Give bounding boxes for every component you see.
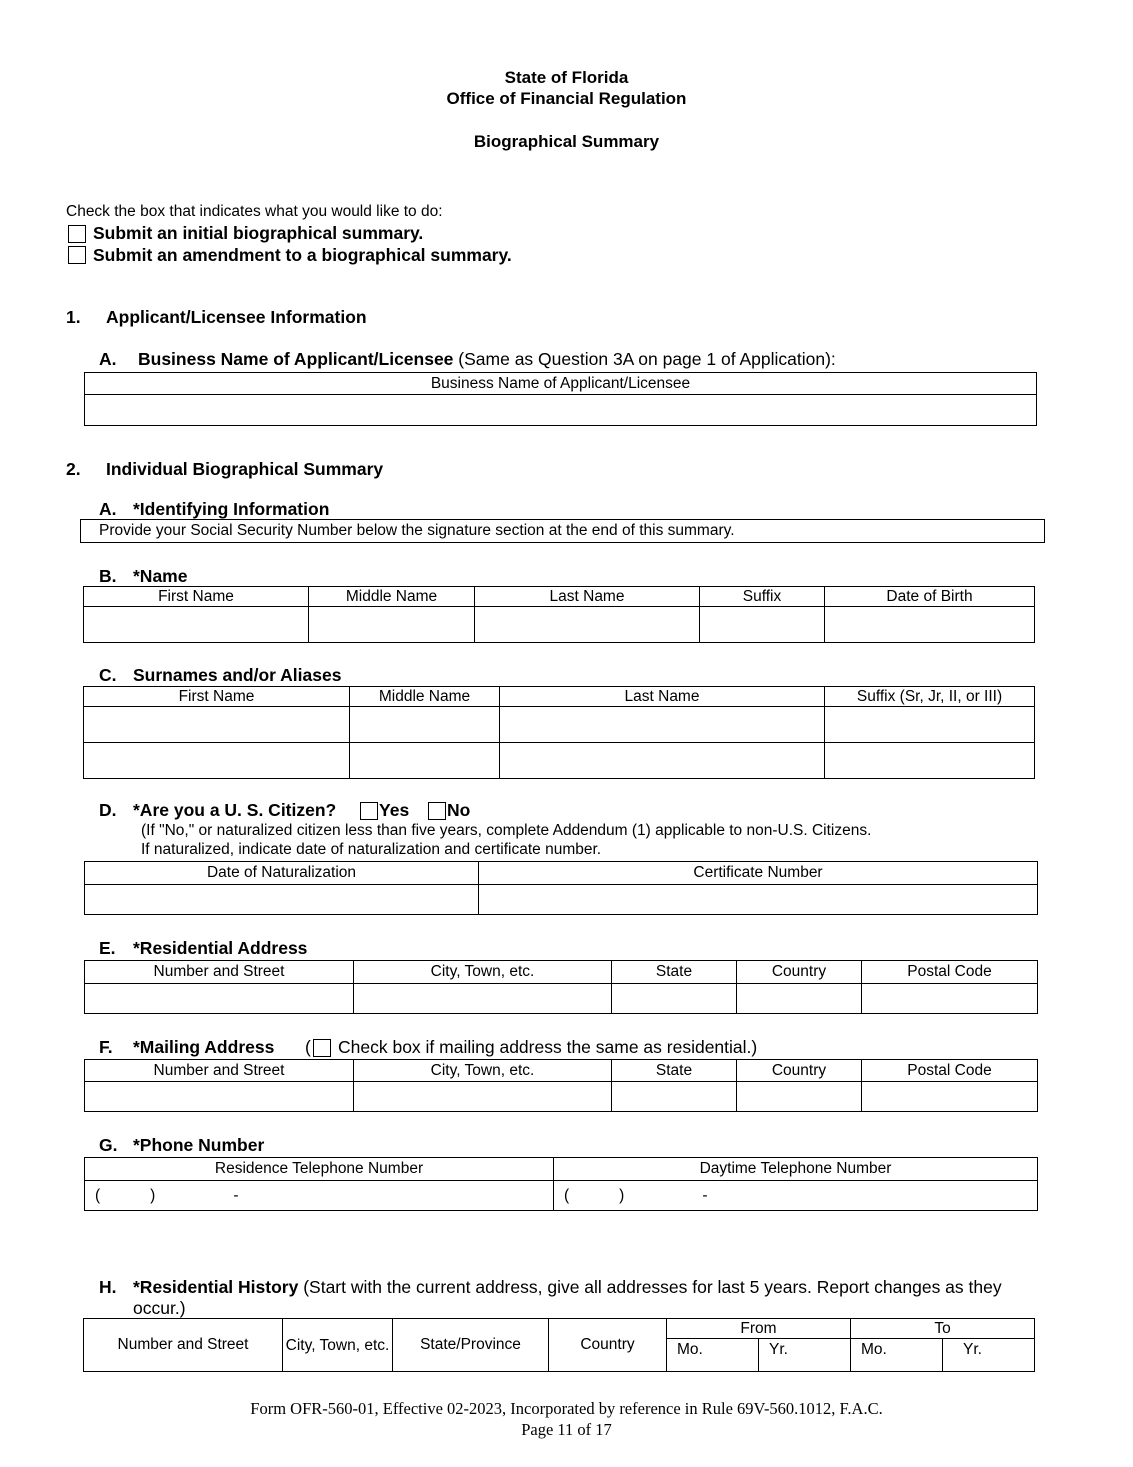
alias1-first-input[interactable] — [84, 707, 350, 743]
mail-country-input[interactable] — [737, 1082, 862, 1112]
history-col-to: To — [851, 1319, 1035, 1339]
res-postal-input[interactable] — [862, 984, 1038, 1014]
alias1-middle-input[interactable] — [350, 707, 500, 743]
section1a-title-text: Business Name of Applicant/Licensee — [138, 349, 454, 369]
section2g-letter: G. — [99, 1135, 118, 1155]
section1a-note: (Same as Question 3A on page 1 of Application): — [458, 349, 836, 369]
res-col-street: Number and Street — [85, 961, 354, 984]
section2f-title: *Mailing Address — [133, 1037, 275, 1057]
mail-col-state: State — [612, 1060, 737, 1082]
res-col-state: State — [612, 961, 737, 984]
res-street-input[interactable] — [85, 984, 354, 1014]
mail-city-input[interactable] — [354, 1082, 612, 1112]
section2a-letter: A. — [99, 499, 117, 519]
section2e-title: *Residential Address — [133, 938, 308, 958]
mail-col-postal: Postal Code — [862, 1060, 1038, 1082]
section2e-letter: E. — [99, 938, 116, 958]
history-col-country: Country — [549, 1319, 667, 1372]
dob-input[interactable] — [825, 607, 1035, 643]
name-col-suffix: Suffix — [700, 587, 825, 607]
section1-number: 1. — [66, 307, 81, 327]
phone-col-residence: Residence Telephone Number — [85, 1158, 554, 1181]
daytime-phone-open: ( — [564, 1186, 570, 1204]
header-office: Office of Financial Regulation — [446, 89, 687, 108]
first-name-input[interactable] — [84, 607, 309, 643]
mail-street-input[interactable] — [85, 1082, 354, 1112]
section2h-letter: H. — [99, 1277, 117, 1297]
amendment-summary-checkbox[interactable] — [68, 246, 86, 264]
citizen-yes-label: Yes — [379, 800, 410, 820]
header-state: State of Florida — [504, 68, 629, 87]
section2a-title: *Identifying Information — [133, 499, 330, 519]
history-from-month: Mo. — [667, 1339, 759, 1372]
business-name-input-cell[interactable] — [85, 395, 1037, 426]
residential-history-table — [83, 1318, 1035, 1372]
alias-col-last: Last Name — [500, 687, 825, 707]
alias2-first-input[interactable] — [84, 743, 350, 779]
phone-table — [84, 1157, 1038, 1211]
identifying-info-note: Provide your Social Security Number below the signature section at the end of this summary. — [99, 522, 735, 539]
section2b-letter: B. — [99, 566, 117, 586]
res-col-postal: Postal Code — [862, 961, 1038, 984]
history-from-year: Yr. — [759, 1339, 851, 1372]
alias1-last-input[interactable] — [500, 707, 825, 743]
res-country-input[interactable] — [737, 984, 862, 1014]
daytime-phone-close: ) — [619, 1186, 625, 1204]
section2-number: 2. — [66, 459, 81, 479]
citizen-yes-checkbox[interactable] — [360, 802, 378, 820]
alias2-middle-input[interactable] — [350, 743, 500, 779]
mail-col-country: Country — [737, 1060, 862, 1082]
naturalization-col-certificate: Certificate Number — [479, 862, 1038, 885]
initial-summary-checkbox[interactable] — [68, 225, 86, 243]
citizen-note-2: If naturalized, indicate date of naturalization and certificate number. — [141, 841, 602, 858]
citizen-note-1: (If "No," or naturalized citizen less than five years, complete Addendum (1) applicable to non-U.S. Citizens. — [141, 822, 872, 839]
section2h-heading — [133, 1277, 1002, 1298]
section2h-title: *Residential History — [133, 1277, 299, 1297]
section2h-note-2: occur.) — [133, 1298, 186, 1318]
naturalization-date-input[interactable] — [85, 885, 479, 915]
residential-address-table — [84, 960, 1038, 1014]
residence-phone-open: ( — [95, 1186, 101, 1204]
mailing-same-note: Check box if mailing address the same as residential.) — [338, 1037, 758, 1057]
residence-phone-input[interactable] — [85, 1181, 554, 1211]
section1a-letter: A. — [99, 349, 117, 369]
name-col-dob: Date of Birth — [825, 587, 1035, 607]
history-to-year: Yr. — [943, 1339, 1035, 1372]
mail-postal-input[interactable] — [862, 1082, 1038, 1112]
mailing-same-checkbox[interactable] — [313, 1039, 331, 1057]
section1a-title — [138, 349, 836, 370]
phone-col-daytime: Daytime Telephone Number — [554, 1158, 1038, 1181]
section2c-title: Surnames and/or Aliases — [133, 665, 342, 685]
mailing-open-paren: ( — [305, 1037, 311, 1057]
certificate-number-input[interactable] — [479, 885, 1038, 915]
mail-col-street: Number and Street — [85, 1060, 354, 1082]
alias1-suffix-input[interactable] — [825, 707, 1035, 743]
naturalization-table — [84, 861, 1038, 915]
suffix-input[interactable] — [700, 607, 825, 643]
alias-col-first: First Name — [84, 687, 350, 707]
alias-col-suffix: Suffix (Sr, Jr, II, or III) — [825, 687, 1035, 707]
footer-form-reference: Form OFR-560-01, Effective 02-2023, Incorporated by reference in Rule 69V-560.1012, F.A.C. — [250, 1399, 883, 1418]
history-col-state: State/Province — [393, 1319, 549, 1372]
identifying-info-box — [80, 519, 1045, 543]
citizen-no-checkbox[interactable] — [428, 802, 446, 820]
mail-state-input[interactable] — [612, 1082, 737, 1112]
res-city-input[interactable] — [354, 984, 612, 1014]
mailing-address-table — [84, 1059, 1038, 1112]
alias-col-middle: Middle Name — [350, 687, 500, 707]
section2f-letter: F. — [99, 1037, 113, 1057]
aliases-table — [83, 686, 1035, 779]
res-state-input[interactable] — [612, 984, 737, 1014]
business-name-table — [84, 372, 1037, 426]
section2d-letter: D. — [99, 800, 117, 820]
section2g-title: *Phone Number — [133, 1135, 265, 1155]
name-col-last: Last Name — [475, 587, 700, 607]
mail-col-city: City, Town, etc. — [354, 1060, 612, 1082]
initial-summary-label: Submit an initial biographical summary. — [93, 223, 424, 243]
naturalization-col-date: Date of Naturalization — [85, 862, 479, 885]
name-col-middle: Middle Name — [309, 587, 475, 607]
daytime-phone-dash: - — [702, 1186, 708, 1204]
middle-name-input[interactable] — [309, 607, 475, 643]
name-col-first: First Name — [84, 587, 309, 607]
residence-phone-dash: - — [233, 1186, 239, 1204]
citizen-no-label: No — [447, 800, 471, 820]
section2-title: Individual Biographical Summary — [106, 459, 384, 479]
business-name-header: Business Name of Applicant/Licensee — [85, 373, 1037, 395]
alias2-last-input[interactable] — [500, 743, 825, 779]
history-col-street: Number and Street — [84, 1319, 283, 1372]
history-to-month: Mo. — [851, 1339, 943, 1372]
amendment-summary-label: Submit an amendment to a biographical summary. — [93, 245, 512, 265]
res-col-city: City, Town, etc. — [354, 961, 612, 984]
section2h-note-1: (Start with the current address, give all addresses for last 5 years. Report changes as they — [303, 1277, 1002, 1297]
section2b-title: *Name — [133, 566, 188, 586]
alias2-suffix-input[interactable] — [825, 743, 1035, 779]
history-col-from: From — [667, 1319, 851, 1339]
residence-phone-close: ) — [150, 1186, 156, 1204]
history-col-city: City, Town, etc. — [283, 1319, 393, 1372]
name-table — [83, 586, 1035, 643]
section2d-title: *Are you a U. S. Citizen? — [133, 800, 337, 820]
last-name-input[interactable] — [475, 607, 700, 643]
daytime-phone-input[interactable] — [554, 1181, 1038, 1211]
section1-title: Applicant/Licensee Information — [106, 307, 367, 327]
page-title: Biographical Summary — [473, 132, 660, 151]
section2c-letter: C. — [99, 665, 117, 685]
footer-page-number: Page 11 of 17 — [521, 1420, 612, 1439]
intro-instruction: Check the box that indicates what you would like to do: — [66, 203, 443, 220]
res-col-country: Country — [737, 961, 862, 984]
